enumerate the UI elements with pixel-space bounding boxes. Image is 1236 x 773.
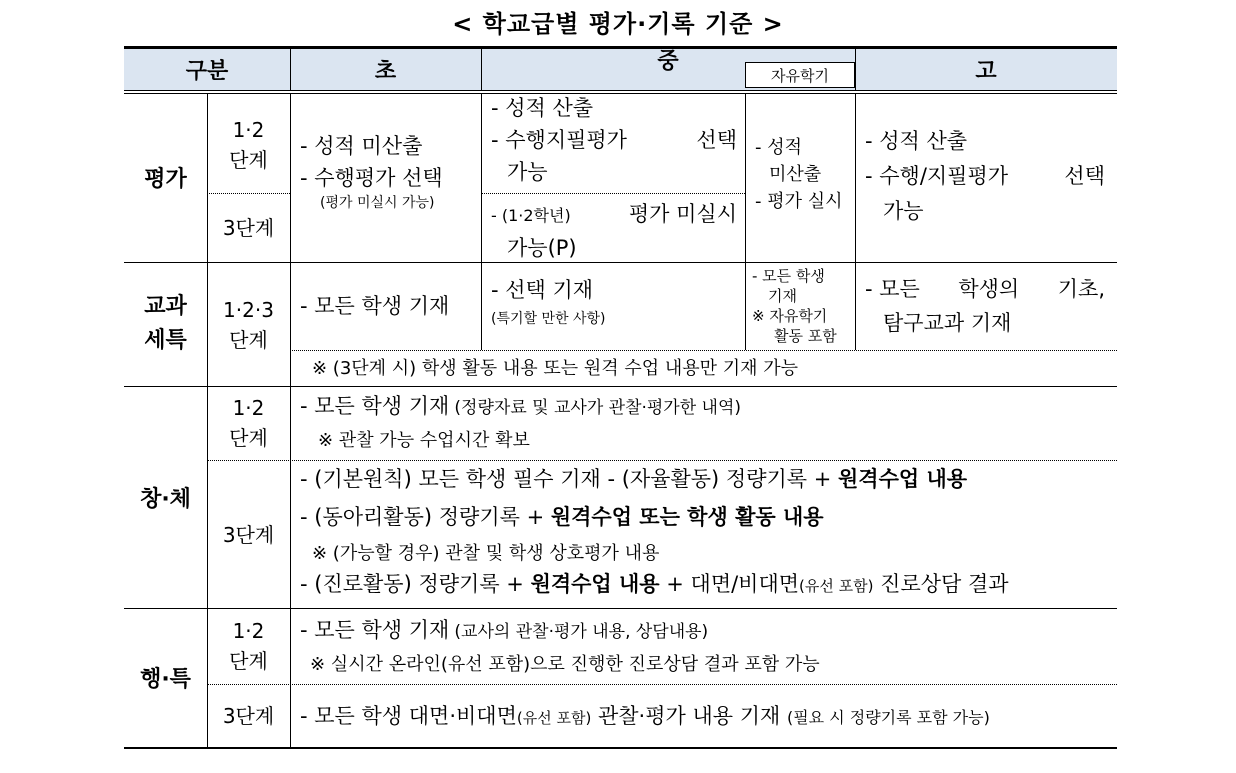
eval-elem-line2: - 수행평가 선택 [300, 166, 443, 190]
stage-creative-3: 3단계 [222, 523, 275, 547]
creative-3-line3b: 원격수업 내용 [530, 572, 660, 596]
creative-3-line1b: 원격수업 내용 [838, 467, 968, 491]
header-category: 구분 [185, 58, 229, 84]
subject-free-line4: 활동 포함 [774, 327, 837, 345]
header-elementary: 초 [374, 58, 397, 84]
stage-creative-12: 1·2 단계 [229, 396, 268, 450]
creative-3-line3 [300, 570, 1115, 600]
eval-free-line2: 미산출 [769, 164, 822, 185]
eval-mid12-line1: - 성적 산출 [491, 96, 594, 120]
eval-high-line2 [865, 159, 1105, 194]
row-label-behavior: 행·특 [140, 667, 191, 692]
stage-eval-12: 1·2 단계 [229, 118, 268, 172]
eval-high-cell [865, 124, 1105, 229]
creative-3-line3e: 진로상담 결과 [873, 572, 1009, 596]
vline-stage-right [290, 93, 291, 748]
subject-elementary: - 모든 학생 기재 [300, 294, 450, 318]
subject-mid-note: (특기할 만한 사항) [491, 311, 606, 327]
table-bottom-border [124, 747, 1117, 749]
behavior-3-c: 관찰·평가 내용 기재 [591, 704, 787, 728]
vline-free-high [855, 93, 856, 350]
eval-mid3-line1 [491, 198, 737, 232]
creative-12-line1 [300, 390, 1110, 424]
table-top-border [124, 46, 1117, 49]
eval-elem-line1: - 성적 미산출 [300, 134, 423, 158]
creative-3-line2a: - (동아리활동) 정량기록 + [300, 505, 551, 529]
creative-3-cell [300, 462, 1115, 600]
subject-label-line2: 세특 [144, 328, 187, 353]
stage-subject-123: 1·2·3 단계 [223, 298, 274, 352]
eval-mid12-line2b: 선택 [696, 128, 737, 152]
creative-3-line3c: + 대면/비대면 [659, 572, 800, 596]
divider-eval-mid [481, 193, 745, 194]
creative-3-line2b: 원격수업 또는 학생 활동 내용 [550, 505, 824, 529]
stage-behavior-12: 1·2 단계 [229, 619, 268, 673]
behavior-12-line1-note: (교사의 관찰·평가 내용, 상담내용) [454, 622, 709, 642]
eval-mid12-line2 [491, 124, 737, 156]
row-label-subject [124, 262, 207, 386]
divider-creative-stage [207, 460, 1117, 461]
subject-free-line1: - 모든 학생 [752, 267, 825, 285]
row-label-creative: 창·체 [140, 486, 191, 512]
vline-h2 [481, 46, 482, 90]
behavior-3-d: (필요 시 정량기록 포함 가능) [786, 708, 990, 727]
subject-free-line3: ※ 자유학기 [752, 307, 828, 325]
divider-behavior-stage [207, 684, 1117, 685]
subject-mid-cell [491, 274, 606, 332]
creative-12-cell [300, 390, 1110, 458]
page-title: < 학교급별 평가·기록 기준 > [452, 10, 784, 38]
eval-elementary-cell [300, 130, 478, 212]
eval-high-line2a: - 수행/지필평가 [865, 164, 1009, 188]
subject-high-line1a: - 모든 [865, 277, 920, 301]
creative-12-note: ※ 관찰 가능 수업시간 확보 [318, 430, 530, 451]
subject-high-line1 [865, 272, 1105, 306]
divider-subject-creative [124, 386, 1117, 387]
eval-free-line1: - 성적 [755, 137, 802, 158]
creative-12-line1-main: - 모든 학생 기재 [300, 394, 450, 418]
creative-3-line1 [300, 462, 1115, 496]
creative-12-line1-note: (정량자료 및 교사가 관찰·평가한 내역) [454, 398, 742, 418]
row-label-eval: 평가 [144, 167, 187, 192]
eval-high-line1: - 성적 산출 [865, 129, 968, 153]
divider-creative-behavior [124, 608, 1117, 609]
eval-high-line2b: 선택 [1064, 164, 1105, 188]
vline-elem-mid [481, 93, 482, 350]
subject-mid-line1: - 선택 기재 [491, 278, 594, 302]
behavior-3-b: (유선 포함) [516, 709, 592, 727]
eval-mid3-line1a: - (1·2학년) [491, 206, 571, 225]
eval-mid3-line2: 가능(P) [507, 236, 577, 260]
creative-3-line2 [300, 496, 1115, 538]
subject-free-cell [752, 266, 852, 346]
creative-3-line3a: - (진로활동) 정량기록 + [300, 572, 531, 596]
subject-free-line2: 기재 [768, 287, 797, 305]
eval-high-line3: 가능 [883, 199, 924, 223]
behavior-12-cell [300, 614, 1110, 682]
stage-behavior-3: 3단계 [222, 703, 275, 728]
subject-high-cell [865, 272, 1105, 340]
behavior-12-line1-main: - 모든 학생 기재 [300, 618, 450, 642]
creative-3-line1a: - (기본원칙) 모든 학생 필수 기재 - (자율활동) 정량기록 + [300, 467, 838, 491]
vline-h3 [855, 46, 856, 90]
creative-3-line3d: (유선 포함) [799, 577, 874, 595]
behavior-12-line1 [300, 614, 1110, 648]
subject-high-line1b: 학생의 [958, 277, 1020, 301]
subject-high-line2: 탐구교과 기재 [883, 311, 1012, 335]
eval-free-cell [755, 134, 853, 215]
divider-subject-note [290, 350, 1117, 351]
eval-mid-12-cell [491, 92, 737, 188]
subject-note: ※ (3단계 시) 학생 활동 내용 또는 원격 수업 내용만 기재 가능 [312, 358, 799, 379]
header-free-semester: 자유학기 [745, 62, 855, 88]
vline-h1 [290, 46, 291, 90]
header-middle: 중 [657, 48, 679, 74]
behavior-12-note: ※ 실시간 온라인(유선 포함)으로 진행한 진로상담 결과 포함 가능 [310, 654, 820, 675]
eval-mid-3-cell [491, 198, 737, 264]
behavior-3-a: - 모든 학생 대면·비대면 [300, 704, 517, 728]
behavior-3-cell [300, 700, 1115, 734]
eval-mid12-line3: 가능 [507, 160, 548, 184]
eval-mid12-line2a: - 수행지필평가 [491, 128, 627, 152]
stage-eval-3: 3단계 [222, 215, 275, 240]
creative-3-note: ※ (가능할 경우) 관찰 및 학생 상호평가 내용 [312, 543, 660, 564]
header-bottom-border [124, 90, 1117, 91]
subject-high-line1c: 기초, [1057, 277, 1105, 301]
subject-label-line1: 교과 [144, 294, 187, 319]
vline-mid-free [745, 93, 746, 350]
eval-mid3-line1b: 평가 미실시 [628, 202, 737, 226]
eval-free-line3: - 평가 실시 [755, 191, 843, 212]
eval-elem-note: (평가 미실시 가능) [320, 195, 435, 211]
header-high: 고 [975, 58, 997, 84]
